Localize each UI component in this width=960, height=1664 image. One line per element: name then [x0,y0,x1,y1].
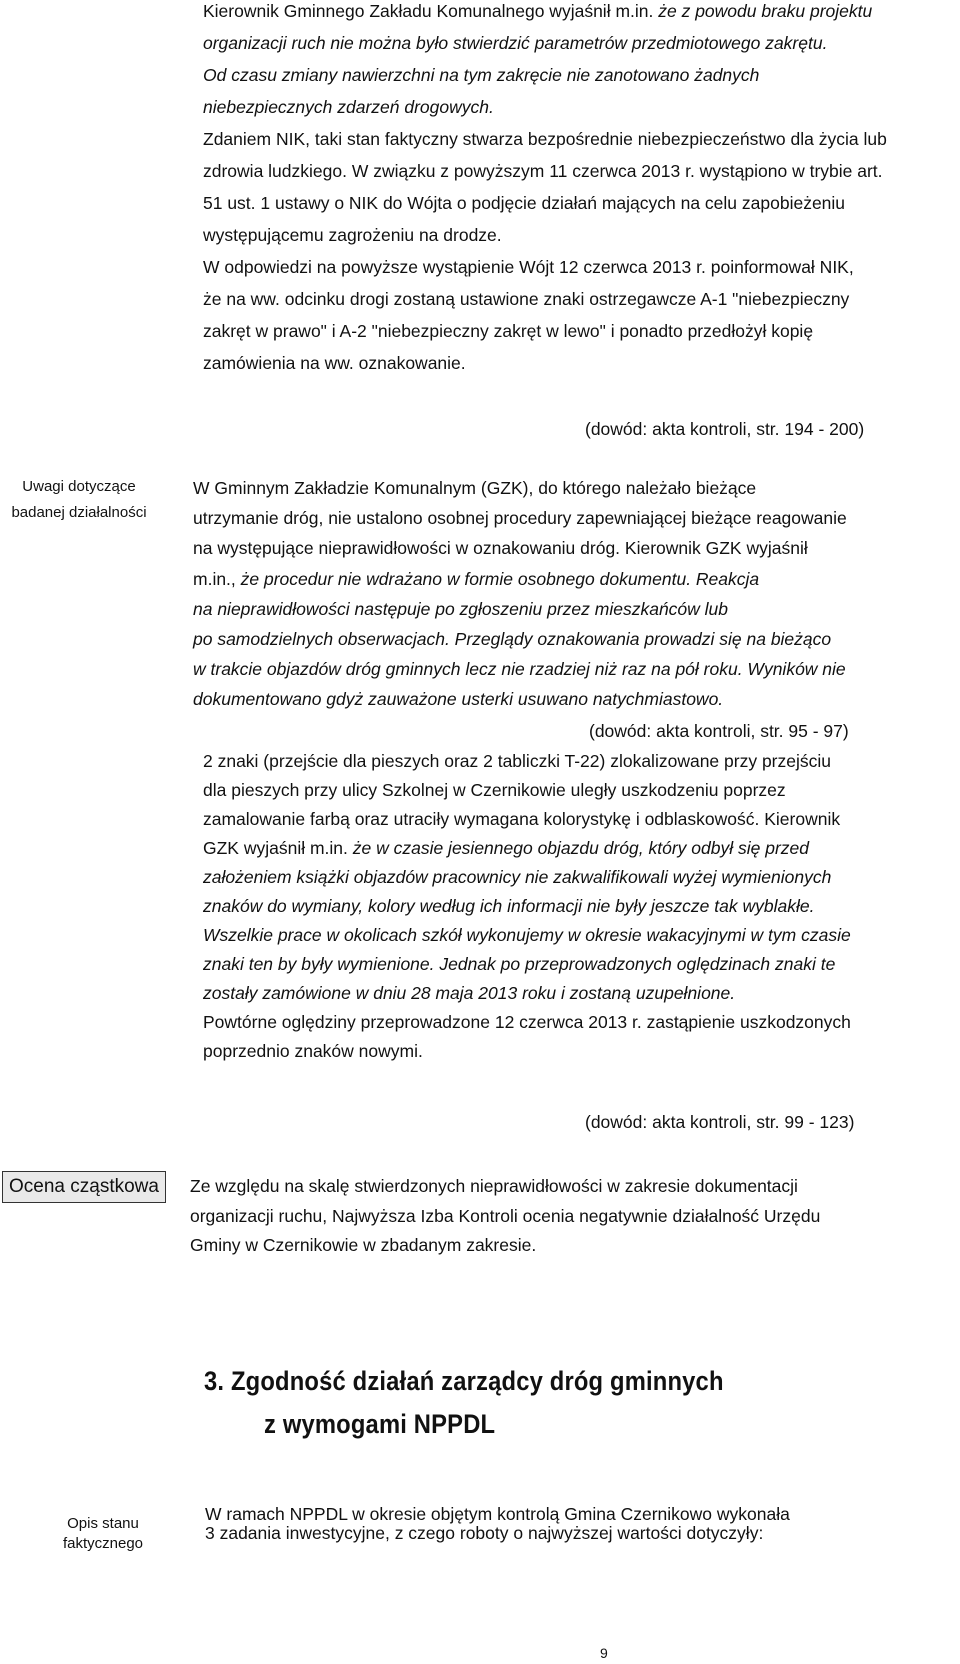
text-line [193,538,808,558]
text-line: W ramach NPPDL w okresie objętym kontrolą Gmina Czernikowo wykonała [205,1504,790,1524]
text-line-normal: zamówienia na ww. oznakowanie. [203,353,466,373]
text-line-normal: Kierownik Gminnego Zakładu Komunalnego wyjaśnił m.in. [203,1,659,21]
text-line-italic: po samodzielnych obserwacjach. Przeglądy oznakowania prowadzi się na bieżąco [193,629,832,649]
text-line [203,97,494,117]
text-line-normal: dla pieszych przy ulicy Szkolnej w Czernikowie uległy uszkodzeniu poprzez [203,780,786,800]
text-line-normal: Zdaniem NIK, taki stan faktyczny stwarza bezpośrednie niebezpieczeństwo dla życia lub [203,129,887,149]
text-line-normal: zdrowia ludzkiego. W związku z powyższym 11 czerwca 2013 r. wystąpiono w trybie art. [203,161,883,181]
text-line: Gminy w Czernikowie w zbadanym zakresie. [190,1235,537,1255]
text-line-normal: Powtórne oględziny przeprowadzone 12 czerwca 2013 r. zastąpienie uszkodzonych [203,1012,851,1032]
remarks-label: Uwagi dotyczące badanej działalności [11,478,147,521]
text-line-normal: W Gminnym Zakładzie Komunalnym (GZK), do którego należało bieżące [193,478,757,498]
text-line [203,321,813,341]
text-line [203,193,845,213]
text-line [203,780,786,800]
text-line-italic: znaki ten by były wymienione. Jednak po przeprowadzonych oględzinach znaki te [203,954,836,974]
text-line-italic: zostały zamówione w dniu 28 maja 2013 roku i zostaną uzupełnione. [203,983,736,1003]
text-line [203,33,827,53]
text-line [193,689,723,709]
text-line-italic: Od czasu zmiany nawierzchni na tym zakręcie nie zanotowano żadnych [203,65,760,85]
evidence-reference: (dowód: akta kontroli, str. 99 - 123) [585,1112,855,1132]
text-line [203,65,759,85]
text-line-italic: że w czasie jesiennego objazdu dróg, który odbył się przed [352,838,809,858]
text-line-italic: niebezpiecznych zdarzeń drogowych. [203,97,494,117]
text-line [203,257,854,277]
facts-label: Opis stanu faktycznego [62,1515,144,1552]
text-line [203,867,831,887]
text-line-italic: że procedur nie wdrażano w formie osobnego dokumentu. Reakcja [240,568,760,589]
evidence-reference: (dowód: akta kontroli, str. 194 - 200) [585,419,865,439]
text-line [203,838,809,858]
page-number: 9 [600,1645,608,1661]
text-line [203,983,735,1003]
text-line-normal: zamalowanie farbą oraz utraciły wymagana kolorystykę i odblaskowość. Kierownik [203,809,841,829]
text-line [193,478,756,498]
text-line-normal: na występujące nieprawidłowości w oznakowaniu dróg. Kierownik GZK wyjaśnił [193,538,808,559]
chapter-heading-line-2: z wymogami NPPDL [264,1409,496,1439]
text-line-italic: znaków do wymiany, kolory według ich informacji nie były jeszcze tak wyblakłe. [203,896,815,916]
text-line [193,629,831,649]
text-line [203,954,835,974]
evidence-reference: (dowód: akta kontroli, str. 95 - 97) [589,721,849,741]
text-line [203,1012,851,1032]
text-line [203,225,502,245]
text-line-normal: 2 znaki (przejście dla pieszych oraz 2 tabliczki T-22) zlokalizowane przy przejściu [203,751,831,771]
text-line-italic: dokumentowano gdyż zauważone usterki usuwano natychmiastowo. [193,689,724,710]
text-line [193,659,846,679]
text-line [203,809,840,829]
text-line [203,353,466,373]
text-line [193,599,728,619]
text-line [193,508,847,528]
text-line [203,925,851,945]
text-line-italic: założeniem książki objazdów pracownicy nie zakwalifikowali wyżej wymienionych [203,867,832,887]
text-line-italic: w trakcie objazdów dróg gminnych lecz nie rzadziej niż raz na pół roku. Wyników nie [193,659,846,680]
text-line [203,161,883,181]
text-line: Ze względu na skalę stwierdzonych nieprawidłowości w zakresie dokumentacji [190,1176,798,1196]
text-line [203,751,831,771]
text-line-normal: W odpowiedzi na powyższe wystąpienie Wójt 12 czerwca 2013 r. poinformował NIK, [203,257,854,277]
text-line-italic: Wszelkie prace w okolicach szkół wykonujemy w okresie wakacyjnymi w tym czasie [203,925,851,945]
text-line-normal: zakręt w prawo" i A-2 "niebezpieczny zakręt w lewo" i ponadto przedłożył kopię [203,321,814,341]
text-line-normal: GZK wyjaśnił m.in. [203,838,353,858]
text-line-normal: występującemu zagrożeniu na drodze. [203,225,502,245]
text-line-normal: m.in., [193,568,241,589]
text-line [193,569,759,589]
text-line-italic: na nieprawidłowości następuje po zgłoszeniu przez mieszkańców lub [193,598,729,619]
text-line [203,129,887,149]
text-line: 3 zadania inwestycyjne, z czego roboty o najwyższej wartości dotyczyły: [205,1523,764,1543]
text-line-italic: że z powodu braku projektu [658,1,873,21]
text-line [203,1,872,21]
text-line-normal: 51 ust. 1 ustawy o NIK do Wójta o podjęcie działań mających na celu zapobieżeniu [203,193,846,213]
text-line [203,289,849,309]
text-line: organizacji ruchu, Najwyższa Izba Kontroli ocenia negatywnie działalność Urzędu [190,1205,821,1226]
text-line-italic: organizacji ruch nie można było stwierdzić parametrów przedmiotowego zakrętu. [203,33,828,53]
chapter-heading-line-1: 3. Zgodność działań zarządcy dróg gminnych [204,1366,724,1396]
text-line-normal: utrzymanie dróg, nie ustalono osobnej procedury zapewniającej bieżące reagowanie [193,508,847,529]
text-line-normal: poprzednio znaków nowymi. [203,1041,423,1061]
text-line [203,1041,423,1061]
text-line [203,896,814,916]
assessment-label: Ocena cząstkowa [2,1171,166,1203]
text-line-normal: że na ww. odcinku drogi zostaną ustawione znaki ostrzegawcze A-1 "niebezpieczny [203,289,850,309]
